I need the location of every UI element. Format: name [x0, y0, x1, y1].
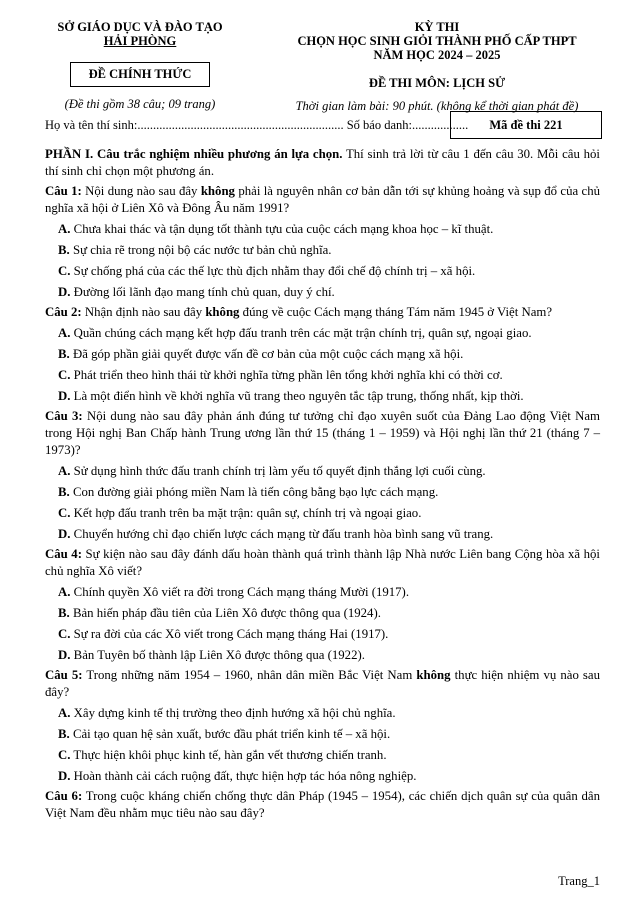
answer-option — [45, 505, 600, 522]
question-pre: Trong cuộc kháng chiến chống thực dân Pháp (1945 – 1954), các chiến dịch quân sự của quân dân Việt Nam đều nhằm mục tiêu nào sau đây? — [45, 789, 600, 820]
option-text: Sự ra đời của các Xô viết trong Cách mạng tháng Hai (1917). — [70, 627, 389, 641]
time-note: Thời gian làm bài: 90 phút. (không kể thời gian phát đề) — [295, 99, 579, 113]
question — [45, 546, 600, 580]
official-label: ĐỀ CHÍNH THỨC — [70, 62, 211, 87]
question-bold: không — [205, 305, 240, 319]
option-letter: C. — [58, 368, 71, 382]
question — [45, 788, 600, 822]
option-letter: D. — [58, 285, 71, 299]
option-letter: A. — [58, 464, 71, 478]
question-num: Câu 2: — [45, 305, 82, 319]
exam-line-2: CHỌN HỌC SINH GIỎI THÀNH PHỐ CẤP THPT — [297, 34, 577, 48]
option-text: Chưa khai thác và tận dụng tốt thành tựu của cuộc cách mạng khoa học – kĩ thuật. — [70, 222, 494, 236]
option-text: Phát triển theo hình thái từ khởi nghĩa từng phần lên tổng khởi nghĩa khi có thời cơ. — [70, 368, 503, 382]
question-num: Câu 6: — [45, 789, 83, 803]
option-text: Chính quyền Xô viết ra đời trong Cách mạng tháng Mười (1917). — [70, 585, 410, 599]
question — [45, 667, 600, 701]
answer-option — [45, 325, 600, 342]
option-letter: D. — [58, 527, 71, 541]
question — [45, 183, 600, 217]
option-text: Chuyển hướng chỉ đạo chiến lược cách mạng từ đấu tranh hòa bình sang vũ trang. — [70, 527, 494, 541]
option-text: Sự chống phá của các thế lực thù địch nhằm thay đổi chế độ chính trị – xã hội. — [70, 264, 476, 278]
answer-option — [45, 346, 600, 363]
candidate-id-label: Số báo danh:.................. — [346, 118, 469, 132]
option-letter: B. — [58, 347, 70, 361]
answer-option — [45, 647, 600, 664]
option-text: Bản hiến pháp đầu tiên của Liên Xô được thông qua (1924). — [69, 606, 381, 620]
part-1-title: PHẦN I. Câu trắc nghiệm nhiều phương án lựa chọn. — [45, 147, 343, 161]
answer-option — [45, 463, 600, 480]
department-block — [40, 20, 240, 112]
answer-option — [45, 626, 600, 643]
option-letter: A. — [58, 706, 71, 720]
exam-content — [45, 146, 600, 822]
exam-code-box: Mã đề thi 221 — [450, 111, 602, 139]
answer-option — [45, 284, 600, 301]
option-letter: A. — [58, 585, 71, 599]
option-text: Thực hiện khôi phục kinh tế, hàn gắn vết thương chiến tranh. — [70, 748, 387, 762]
answer-option — [45, 747, 600, 764]
answer-option — [45, 484, 600, 501]
page-count-note: (Đề thi gồm 38 câu; 09 trang) — [64, 97, 216, 111]
option-text: Con đường giải phóng miền Nam là tiến công bằng bạo lực cách mạng. — [69, 485, 439, 499]
question-pre: Nhận định nào sau đây — [81, 305, 206, 319]
option-letter: D. — [58, 389, 71, 403]
question-bold: không — [416, 668, 451, 682]
option-text: Đường lối lãnh đạo mang tính chủ quan, duy ý chí. — [70, 285, 335, 299]
question-num: Câu 3: — [45, 409, 83, 423]
question — [45, 304, 600, 321]
answer-option — [45, 242, 600, 259]
exam-title-block — [262, 20, 612, 114]
exam-subject: ĐỀ THI MÔN: LỊCH SỬ — [368, 76, 506, 90]
option-letter: C. — [58, 627, 71, 641]
option-letter: D. — [58, 648, 71, 662]
option-text: Sử dụng hình thức đấu tranh chính trị làm yếu tố quyết định thắng lợi cuối cùng. — [70, 464, 486, 478]
question-post: đúng về cuộc Cách mạng tháng Tám năm 1945 ở Việt Nam? — [239, 305, 553, 319]
answer-option — [45, 768, 600, 785]
option-letter: C. — [58, 748, 71, 762]
answer-option — [45, 263, 600, 280]
option-letter: B. — [58, 243, 70, 257]
question-post: phải là nguyên nhân cơ bản dẫn tới sự khủng hoảng và sụp đổ của chủ nghĩa xã hội ở Liên Xô và Đông Âu năm 1991? — [45, 184, 601, 215]
question-bold: không — [200, 184, 235, 198]
option-letter: C. — [58, 264, 71, 278]
option-letter: B. — [58, 485, 70, 499]
option-text: Bản Tuyên bố thành lập Liên Xô được thông qua (1922). — [70, 648, 365, 662]
option-letter: B. — [58, 606, 70, 620]
answer-option — [45, 367, 600, 384]
option-letter: D. — [58, 769, 71, 783]
option-letter: B. — [58, 727, 70, 741]
question-pre: Nội dung nào sau đây — [81, 184, 201, 198]
question-num: Câu 1: — [45, 184, 82, 198]
answer-option — [45, 388, 600, 405]
question-post: thực hiện nhiệm vụ nào sau đây? — [45, 668, 600, 699]
question-num: Câu 5: — [45, 668, 83, 682]
answer-option — [45, 726, 600, 743]
part-1-heading — [45, 146, 600, 180]
answer-option — [45, 605, 600, 622]
option-letter: C. — [58, 506, 71, 520]
question-pre: Trong những năm 1954 – 1960, nhân dân miền Bắc Việt Nam — [82, 668, 417, 682]
candidate-name-label: Họ và tên thí sinh:.................................................................. — [45, 118, 344, 132]
option-letter: A. — [58, 222, 71, 236]
answer-option — [45, 705, 600, 722]
department-city: HẢI PHÒNG — [103, 34, 177, 48]
page-number: Trang_1 — [558, 874, 600, 888]
option-text: Là một điển hình về khởi nghĩa vũ trang theo nguyên tắc tập trung, thống nhất, kịp thời. — [70, 389, 524, 403]
option-text: Quần chúng cách mạng kết hợp đấu tranh trên các mặt trận chính trị, quân sự, ngoại giao. — [70, 326, 532, 340]
option-text: Hoàn thành cải cách ruộng đất, thực hiện hợp tác hóa nông nghiệp. — [70, 769, 417, 783]
question-pre: Nội dung nào sau đây phản ánh đúng tư tưởng chỉ đạo xuyên suốt của Đảng Lao động Việt Nam trong Hội nghị Ban Chấp hành Trung ương lần thứ 15 (tháng 1 – 1959) và Hội nghị lần thứ 21 (tháng 7 – 1973)? — [45, 409, 600, 457]
option-letter: A. — [58, 326, 71, 340]
option-text: Kết hợp đấu tranh trên ba mặt trận: quân sự, chính trị và ngoại giao. — [70, 506, 422, 520]
exam-line-1: KỲ THI — [414, 20, 460, 34]
option-text: Đã góp phần giải quyết được vấn đề cơ bản của một cuộc cách mạng xã hội. — [69, 347, 464, 361]
option-text: Sự chia rẽ trong nội bộ các nước tư bản chủ nghĩa. — [69, 243, 332, 257]
question-num: Câu 4: — [45, 547, 82, 561]
answer-option — [45, 526, 600, 543]
question-list — [45, 183, 600, 822]
option-text: Xây dựng kinh tế thị trường theo định hướng xã hội chủ nghĩa. — [70, 706, 396, 720]
question — [45, 408, 600, 459]
exam-line-3: NĂM HỌC 2024 – 2025 — [373, 48, 501, 62]
part-1-instruction: Thí sinh trả lời từ câu 1 đến câu 30. Mỗi câu hỏi thí sinh chỉ chọn một phương án. — [45, 147, 600, 178]
question-pre: Sự kiện nào sau đây đánh dấu hoàn thành quá trình thành lập Nhà nước Liên bang Cộng hòa xã hội chủ nghĩa Xô viết? — [45, 547, 600, 578]
option-text: Cải tạo quan hệ sản xuất, bước đầu phát triển kinh tế – xã hội. — [69, 727, 391, 741]
department-name: SỞ GIÁO DỤC VÀ ĐÀO TẠO — [57, 20, 223, 34]
answer-option — [45, 584, 600, 601]
answer-option — [45, 221, 600, 238]
candidate-info-row — [45, 118, 468, 133]
